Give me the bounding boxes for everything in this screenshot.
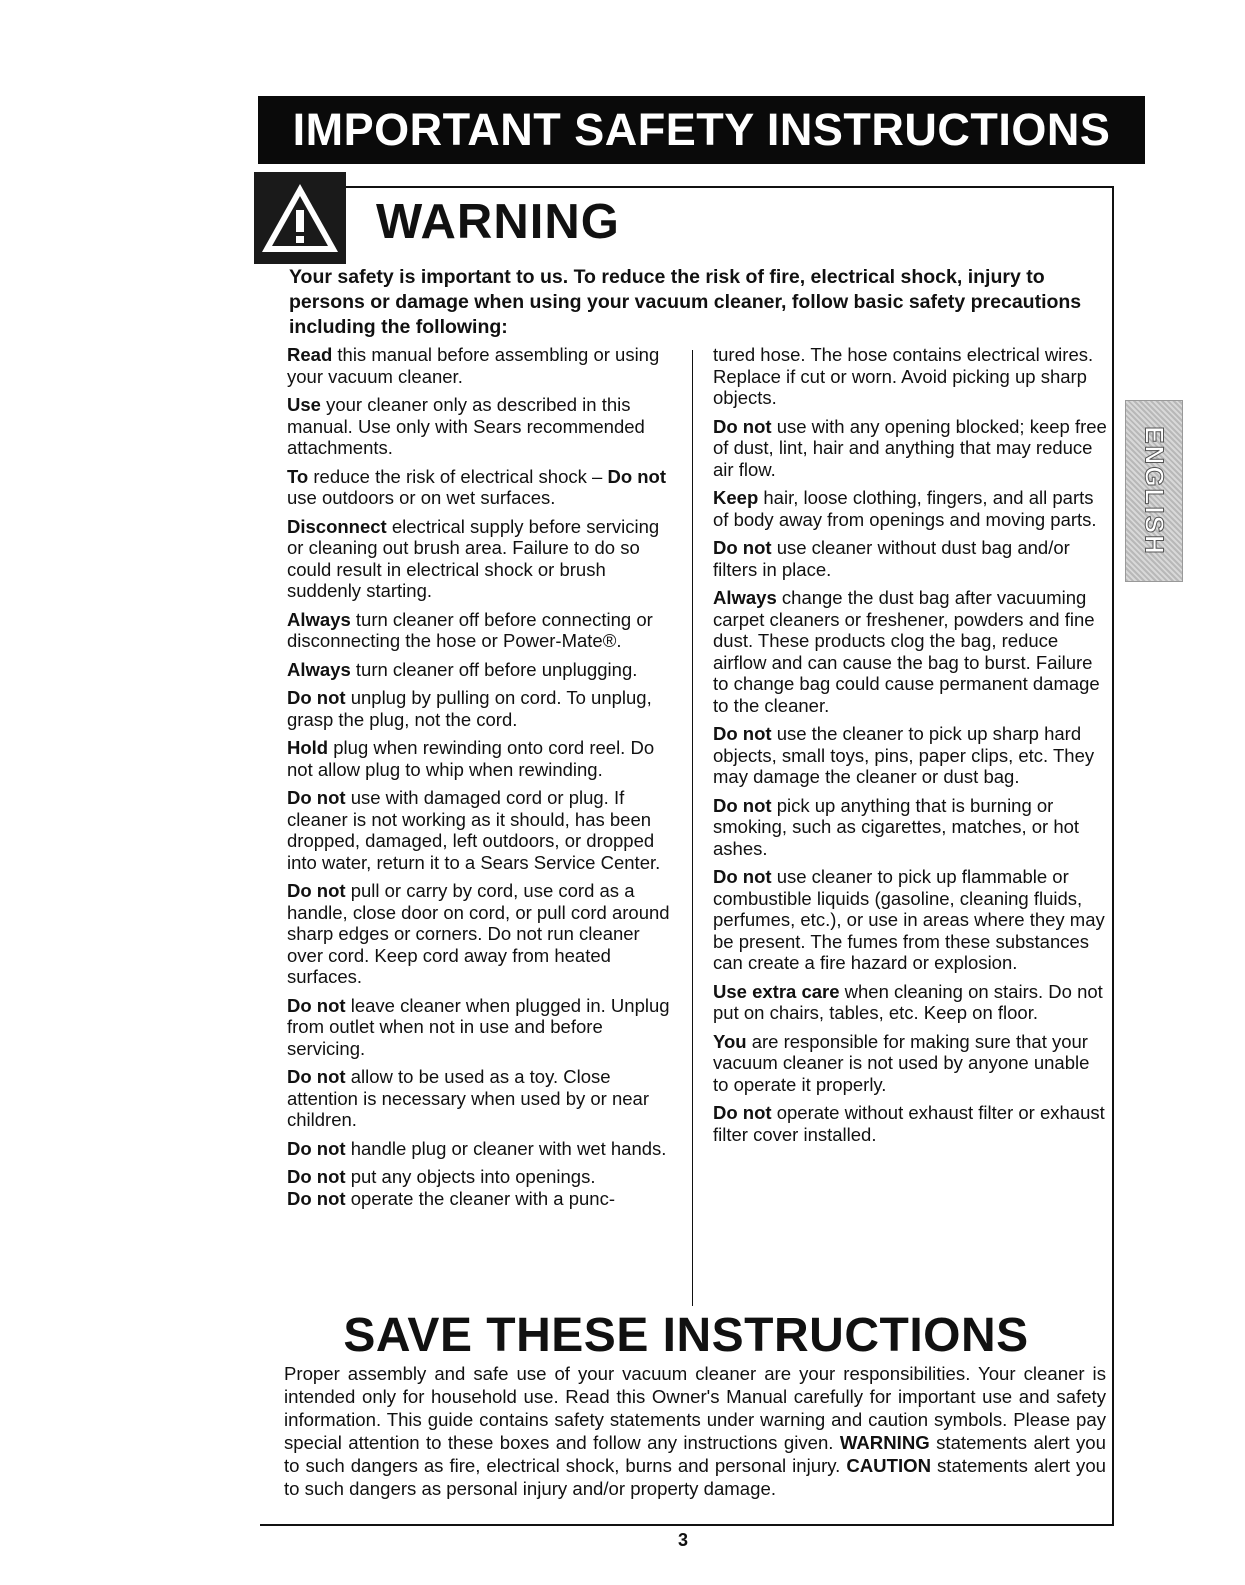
safety-item: [287, 737, 677, 780]
safety-item-lead: Do not: [287, 687, 346, 708]
warning-triangle-icon: [254, 172, 346, 264]
safety-item-text: use with any opening blocked; keep free of dust, lint, hair and anything that may reduce air flow.: [713, 415, 1107, 480]
safety-item-text: use cleaner without dust bag and/or filters in place.: [713, 537, 1070, 580]
safety-item: [287, 394, 677, 459]
safety-item-text: electrical supply before servicing or cleaning out brush area. Failure to do so could result in electrical shock or brush suddenly starting.: [287, 515, 660, 601]
safety-item-text: use outdoors or on wet surfaces.: [287, 487, 556, 508]
safety-item-lead: Read: [287, 344, 333, 365]
safety-item: [713, 587, 1108, 716]
safety-item-lead: Do not: [287, 880, 346, 901]
safety-item: [287, 344, 677, 387]
safety-item-lead: Use extra care: [713, 980, 840, 1002]
safety-item-lead: Do not: [713, 723, 772, 744]
column-divider: [692, 350, 693, 1306]
safety-item: [287, 995, 677, 1060]
safety-item: [287, 516, 677, 602]
safety-item-text: operate the cleaner with a punc-: [350, 1187, 616, 1209]
footer-warning-word: WARNING: [839, 1432, 930, 1453]
safety-item: [713, 1102, 1108, 1145]
safety-item: [287, 1166, 677, 1188]
safety-item-text: turn cleaner off before unplugging.: [355, 658, 638, 680]
safety-item-text: handle plug or cleaner with wet hands.: [350, 1137, 667, 1159]
safety-item-text: are responsible for making sure that your vacuum cleaner is not used by anyone unable to operate it properly.: [713, 1030, 1090, 1095]
safety-item: [713, 487, 1108, 530]
safety-item: [287, 609, 677, 652]
footer-text-1: Proper assembly and safe use of your vacuum cleaner are your responsibilities. Your cleaner is intended only for household use. Read this Owner's Manual carefully for important use and safety information. This guide contains safety statements under warning and caution symbols. Please pay special attention to these boxes and follow any instructions given.: [284, 1363, 1106, 1453]
right-column: [713, 344, 1108, 1152]
safety-item-lead: Hold: [287, 737, 329, 758]
safety-item: [287, 1188, 677, 1210]
safety-item-text: plug when rewinding onto cord reel. Do not allow plug to whip when rewinding.: [287, 737, 655, 780]
footer-caution-word: CAUTION: [846, 1455, 932, 1476]
safety-item-text: leave cleaner when plugged in. Unplug from outlet when not in use and before servicing.: [287, 994, 670, 1059]
safety-item-text: tured hose. The hose contains electrical wires. Replace if cut or worn. Avoid picking up sharp objects.: [713, 344, 1094, 408]
safety-item-lead: Always: [287, 658, 351, 680]
safety-item-text: use cleaner to pick up flammable or combustible liquids (gasoline, cleaning fluids, perfumes, etc.), or use in areas where they may be present. The fumes from these substances can create a fire hazard or explosion.: [713, 866, 1105, 973]
safety-item-lead: Disconnect: [287, 515, 387, 537]
safety-item: [713, 723, 1108, 788]
safety-item: [287, 1138, 677, 1160]
safety-item-text: use with damaged cord or plug. If cleaner is not working as it should, has been dropped, damaged, left outdoors, or dropped into water, return it to a Sears Service Center.: [287, 787, 661, 873]
safety-banner: IMPORTANT SAFETY INSTRUCTIONS: [258, 96, 1145, 164]
safety-item-lead: Always: [713, 587, 777, 608]
safety-item-text: turn cleaner off before connecting or disconnecting the hose or Power-Mate®.: [287, 608, 653, 651]
language-tab-label: ENGLISH: [1139, 426, 1170, 556]
safety-item: [287, 466, 677, 509]
safety-item-text: when cleaning on stairs. Do not put on chairs, tables, etc. Keep on floor.: [713, 980, 1103, 1023]
safety-item: [713, 416, 1108, 481]
safety-item: [713, 537, 1108, 580]
footer-text-2: statements alert you to such dangers as fire, electrical shock, burns and personal injury.: [284, 1432, 1106, 1476]
safety-item: [287, 880, 677, 988]
safety-item-lead: Do not: [713, 415, 772, 437]
safety-item-lead: Do not: [287, 994, 346, 1016]
footer-paragraph: [284, 1362, 1106, 1500]
safety-item: [713, 344, 1108, 409]
warning-intro: Your safety is important to us. To reduce the risk of fire, electrical shock, injury to persons or damage when using your vacuum cleaner, follow basic safety precautions including the following:: [289, 266, 1082, 338]
safety-item-text: your cleaner only as described in this manual. Use only with Sears recommended attachments.: [287, 394, 645, 458]
warning-title: WARNING: [376, 195, 620, 249]
safety-item-text: unplug by pulling on cord. To unplug, grasp the plug, not the cord.: [287, 687, 652, 730]
safety-item: [287, 687, 677, 730]
safety-item-lead: Keep: [713, 487, 759, 508]
safety-item-lead: Do not: [287, 1137, 346, 1159]
safety-item: [287, 787, 677, 873]
safety-item-text: allow to be used as a toy. Close attention is necessary when used by or near children.: [287, 1066, 649, 1130]
safety-item: [713, 1031, 1108, 1096]
safety-item-lead: Do not: [287, 787, 346, 808]
save-instructions-heading: SAVE THESE INSTRUCTIONS: [343, 1309, 1029, 1362]
safety-item-text: change the dust bag after vacuuming carpet cleaners or freshener, powders and fine dust. These products clog the bag, reduce airflow and can cause the bag to burst. Failure to change bag could cause permanent damage to the cleaner.: [713, 587, 1100, 716]
safety-item-text: pick up anything that is burning or smoking, such as cigarettes, matches, or hot ashes.: [713, 794, 1080, 859]
safety-item-text: hair, loose clothing, fingers, and all parts of body away from openings and moving parts.: [713, 487, 1097, 530]
safety-item-lead: To: [287, 465, 309, 487]
safety-item-lead: Always: [287, 608, 351, 630]
safety-item-lead: Do not: [287, 1187, 346, 1209]
safety-item-lead: You: [713, 1030, 747, 1052]
safety-item-lead: Do not: [713, 1102, 772, 1123]
safety-item: [713, 981, 1108, 1024]
safety-item-lead: Use: [287, 394, 321, 415]
safety-item: [713, 795, 1108, 860]
safety-item-lead: Do not: [607, 465, 667, 487]
safety-item-text: put any objects into openings.: [350, 1166, 596, 1187]
language-tab: [1125, 400, 1183, 582]
footer-text-3: statements alert you to such dangers as personal injury and/or property damage.: [284, 1455, 1107, 1499]
safety-item-text: this manual before assembling or using your vacuum cleaner.: [287, 344, 660, 387]
left-column: [287, 344, 677, 1216]
safety-item: [287, 1066, 677, 1131]
safety-item-lead: Do not: [287, 1066, 346, 1087]
safety-item-lead: Do not: [287, 1166, 346, 1187]
safety-item: [287, 659, 677, 681]
safety-item: [713, 866, 1108, 974]
safety-item-lead: Do not: [713, 866, 772, 887]
safety-item-lead: Do not: [713, 794, 772, 816]
safety-item-text: reduce the risk of electrical shock –: [313, 465, 603, 487]
safety-item-text: use the cleaner to pick up sharp hard objects, small toys, pins, paper clips, etc. They may damage the cleaner or dust bag.: [713, 723, 1095, 787]
safety-item-text: pull or carry by cord, use cord as a handle, close door on cord, or pull cord around sharp edges or corners. Do not run cleaner over cord. Keep cord away from heated surfaces.: [287, 880, 670, 987]
safety-item-text: operate without exhaust filter or exhaust filter cover installed.: [713, 1102, 1105, 1145]
safety-item-lead: Do not: [713, 537, 772, 558]
page-number: 3: [678, 1530, 689, 1550]
